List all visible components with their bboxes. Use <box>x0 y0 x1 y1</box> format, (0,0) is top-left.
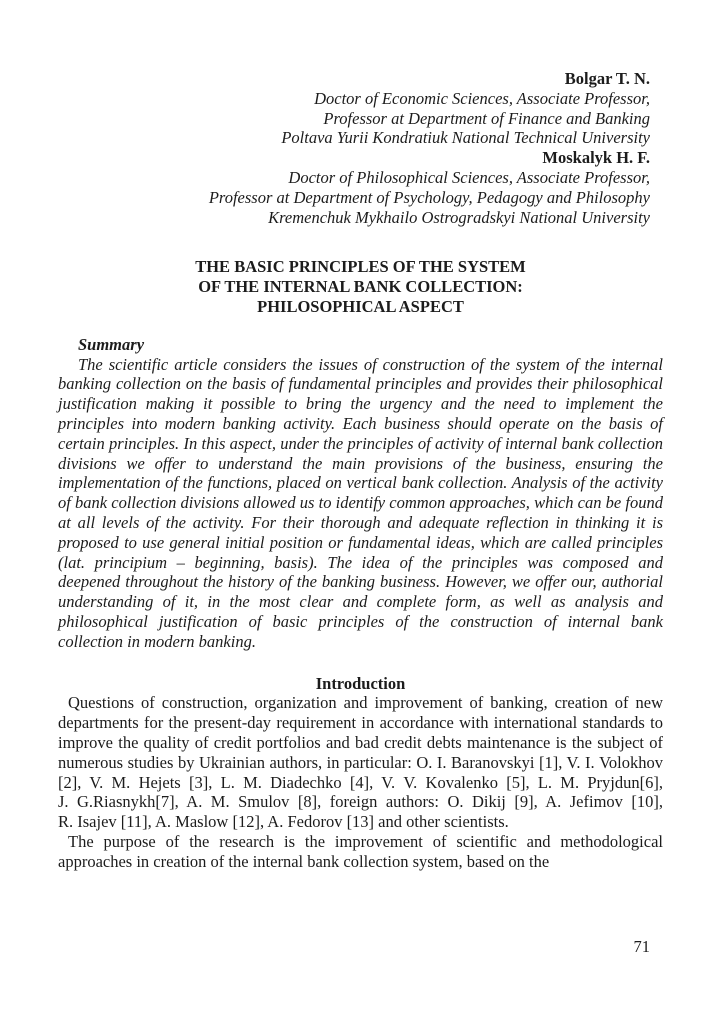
introduction-heading: Introduction <box>315 673 406 693</box>
author-affiliation-line: Doctor of Economic Sciences, Associate Professor, <box>314 88 650 108</box>
author-affiliation-line: Kremenchuk Mykhailo Ostrogradskyi National University <box>268 207 650 227</box>
author-affiliation-line: Doctor of Philosophical Sciences, Associate Professor, <box>288 167 650 187</box>
article-title <box>58 257 663 316</box>
summary-text: The scientific article considers the issues of construction of the system of the internal banking collection on the basis of fundamental principles and provides their philosophical justification making it possible to bring the urgency and the need to implement the principles into modern banking activity. Each business should operate on the basis of certain principles. In this aspect, under the principles of activity of internal bank collection divisions we offer to understand the main provisions of the business, ensuring the implementation of the functions, placed on vertical bank collection. Analysis of the activity of bank collection divisions allowed us to identify common approaches, which can be found at all levels of the activity. For their thorough and adequate reflection in thinking it is proposed to use general initial position or fundamental ideas, which are called principles (lat. principium – beginning, basis). The idea of the principles was composed and deepened throughout the history of the banking business. However, we offer our, authorial understanding of it, in the most clear and complete form, as well as analysis and philosophical justification of basic principles of the construction of internal bank collection in modern banking. <box>58 354 663 651</box>
author-affiliation-line: Professor at Department of Finance and Banking <box>323 108 650 128</box>
article-title-line: PHILOSOPHICAL ASPECT <box>257 296 464 316</box>
page-number: 71 <box>633 937 650 956</box>
author-name: Moskalyk H. F. <box>542 148 650 168</box>
author-name: Bolgar T. N. <box>564 69 650 88</box>
authors-block <box>58 69 663 227</box>
author-affiliation-line: Professor at Department of Psychology, Pedagogy and Philosophy <box>208 187 650 207</box>
summary-heading: Summary <box>78 334 145 354</box>
introduction-paragraph: The purpose of the research is the improvement of scientific and methodological approaches in creation of the internal bank collection system, based on the <box>58 831 663 871</box>
article-title-line: THE BASIC PRINCIPLES OF THE SYSTEM <box>195 257 526 277</box>
introduction-paragraph: Questions of construction, organization and improvement of banking, creation of new departments for the present-day requirement in accordance with international standards to improve the quality of credit portfolios and bad credit debts maintenance is the subject of numerous studies by Ukrainian authors, in particular: O. I. Baranovskyi [1], V. I. Volokhov [2], V. M. Hejets [3], L. M. Diadechko [4], V. V. Kovalenko [5], L. M. Pryjdun[6], J. G.Riasnykh[7], A. M. Smulov [8], foreign authors: O. Dikij [9], A. Jefimov [10], R. Isajev [11], A. Maslow [12], A. Fedorov [13] and other scientists. <box>58 693 663 832</box>
author-affiliation-line: Poltava Yurii Kondratiuk National Technical University <box>281 128 650 148</box>
text-block <box>58 69 663 871</box>
article-title-line: OF THE INTERNAL BANK COLLECTION: <box>198 277 523 297</box>
